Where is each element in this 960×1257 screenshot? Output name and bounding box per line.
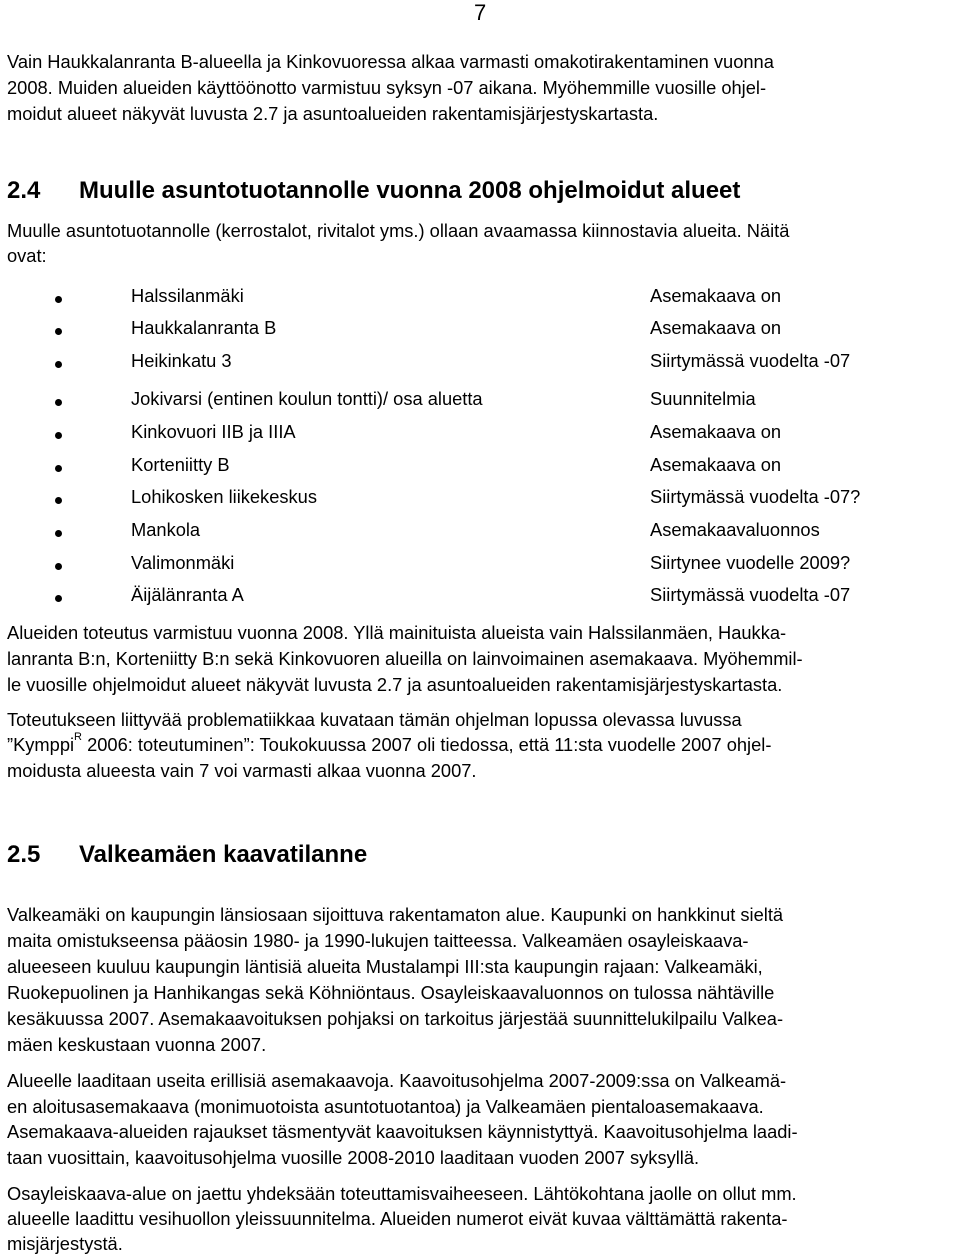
section-lead-line: Muulle asuntotuotannolle (kerrostalot, rivitalot yms.) ollaan avaamassa kiinnostavia alueita. Näitä — [7, 220, 790, 241]
area-name: Heikinkatu 3 — [131, 350, 232, 371]
bullet-icon — [55, 563, 62, 570]
area-status: Asemakaava on — [650, 454, 782, 475]
paragraph-line: le vuosille ohjelmoidut alueet näkyvät luvusta 2.7 ja asuntoalueiden rakentamisjärjestyskartasta. — [7, 674, 783, 695]
section-heading-2-5 — [7, 841, 367, 869]
paragraph-line: Alueiden toteutus varmistuu vuonna 2008. Yllä mainituista alueista vain Halssilanmäen, Haukka- — [7, 622, 787, 643]
bullet-icon — [55, 399, 62, 406]
section-title: Muulle asuntotuotannolle vuonna 2008 ohjelmoidut alueet — [79, 177, 741, 204]
area-name: Korteniitty B — [131, 454, 230, 475]
area-name: Jokivarsi (entinen koulun tontti)/ osa aluetta — [131, 388, 483, 409]
area-name: Kinkovuori IIB ja IIIA — [131, 421, 296, 442]
area-status: Siirtynee vuodelle 2009? — [650, 552, 851, 573]
paragraph-line: Alueelle laaditaan useita erillisiä asemakaavoja. Kaavoitusohjelma 2007-2009:ssa on Valkeamä- — [7, 1070, 787, 1091]
paragraph-line: lanranta B:n, Korteniitty B:n sekä Kinkovuoren alueilla on lainvoimainen asemakaava. Myöhemmil- — [7, 648, 803, 669]
registered-mark: R — [74, 731, 82, 743]
bullet-icon — [55, 497, 62, 504]
area-status: Siirtymässä vuodelta -07 — [650, 350, 851, 371]
paragraph-text: 2006: toteutuminen”: Toukokuussa 2007 oli tiedossa, että 11:sta vuodelle 2007 ohjel- — [82, 734, 772, 755]
paragraph-line: misjärjestystä. — [7, 1233, 123, 1254]
intro-line: 2008. Muiden alueiden käyttöönotto varmistuu syksyn -07 aikana. Myöhemmille vuosille ohjel- — [7, 77, 767, 98]
area-name: Lohikosken liikekeskus — [131, 486, 317, 507]
paragraph-line: Osayleiskaava-alue on jaettu yhdeksään toteuttamisvaiheeseen. Lähtökohtana jaolle on ollut mm. — [7, 1183, 797, 1204]
intro-line: Vain Haukkalanranta B-alueella ja Kinkovuoressa alkaa varmasti omakotirakentaminen vuonna — [7, 51, 774, 72]
area-status: Siirtymässä vuodelta -07? — [650, 486, 861, 507]
area-status: Suunnitelmia — [650, 388, 756, 409]
bullet-icon — [55, 465, 62, 472]
paragraph-line: Valkeamäki on kaupungin länsiosaan sijoittuva rakentamaton alue. Kaupunki on hankkinut sieltä — [7, 904, 784, 925]
bullet-icon — [55, 296, 62, 303]
paragraph-line: kesäkuussa 2007. Asemakaavoituksen pohjaksi on tarkoitus järjestää suunnittelukilpailu Valkea- — [7, 1008, 784, 1029]
area-name: Haukkalanranta B — [131, 317, 277, 338]
bullet-icon — [55, 328, 62, 335]
page-number: 7 — [474, 0, 487, 25]
bullet-icon — [55, 595, 62, 602]
bullet-icon — [55, 530, 62, 537]
area-status: Siirtymässä vuodelta -07 — [650, 584, 851, 605]
paragraph-line: Asemakaava-alueiden rajaukset täsmentyvät kaavoituksen käynnistyttyä. Kaavoitusohjelma laadi- — [7, 1121, 798, 1142]
paragraph-line: alueelle laadittu vesihuollon yleissuunnitelma. Alueiden numerot eivät kuvaa välttämättä rakenta- — [7, 1208, 788, 1229]
paragraph-line: en aloitusasemakaava (monimuotoista asuntotuotantoa) ja Valkeamäen pientaloasemakaava. — [7, 1096, 764, 1117]
paragraph-line: moidusta alueesta vain 7 voi varmasti alkaa vuonna 2007. — [7, 760, 477, 781]
area-name: Mankola — [131, 519, 201, 540]
intro-line: moidut alueet näkyvät luvusta 2.7 ja asuntoalueiden rakentamisjärjestyskartasta. — [7, 103, 659, 124]
area-status: Asemakaavaluonnos — [650, 519, 820, 540]
bullet-icon — [55, 361, 62, 368]
section-lead-line: ovat: — [7, 245, 47, 266]
area-status: Asemakaava on — [650, 421, 782, 442]
area-name: Valimonmäki — [131, 552, 235, 573]
paragraph-line: Ruokepuolinen ja Hanhikangas sekä Köhniöntaus. Osayleiskaavaluonnos on tulossa nähtäville — [7, 982, 775, 1003]
paragraph-line: Toteutukseen liittyvää problematiikkaa kuvataan tämän ohjelman lopussa olevassa luvussa — [7, 709, 742, 730]
paragraph-line: alueeseen kuuluu kaupungin läntisiä alueita Mustalampi III:sta kaupungin rajaan: Valkeamäki, — [7, 956, 763, 977]
section-heading-2-4 — [7, 177, 740, 205]
paragraph-line: taan vuosittain, kaavoitusohjelma vuosille 2008-2010 laaditaan vuoden 2007 syksyllä. — [7, 1147, 700, 1168]
bullet-icon — [55, 432, 62, 439]
area-status: Asemakaava on — [650, 317, 782, 338]
area-name: Äijälänranta A — [131, 584, 244, 605]
paragraph-line: mäen keskustaan vuonna 2007. — [7, 1034, 267, 1055]
quote-title: ”Kymppi — [7, 734, 75, 755]
area-status: Asemakaava on — [650, 285, 782, 306]
paragraph-line — [7, 731, 772, 756]
section-number: 2.4 — [7, 177, 41, 204]
section-title: Valkeamäen kaavatilanne — [79, 841, 368, 868]
area-name: Halssilanmäki — [131, 285, 244, 306]
paragraph-line: maita omistukseensa pääosin 1980- ja 1990-lukujen taitteessa. Valkeamäen osayleiskaava- — [7, 930, 749, 951]
section-number: 2.5 — [7, 841, 41, 868]
